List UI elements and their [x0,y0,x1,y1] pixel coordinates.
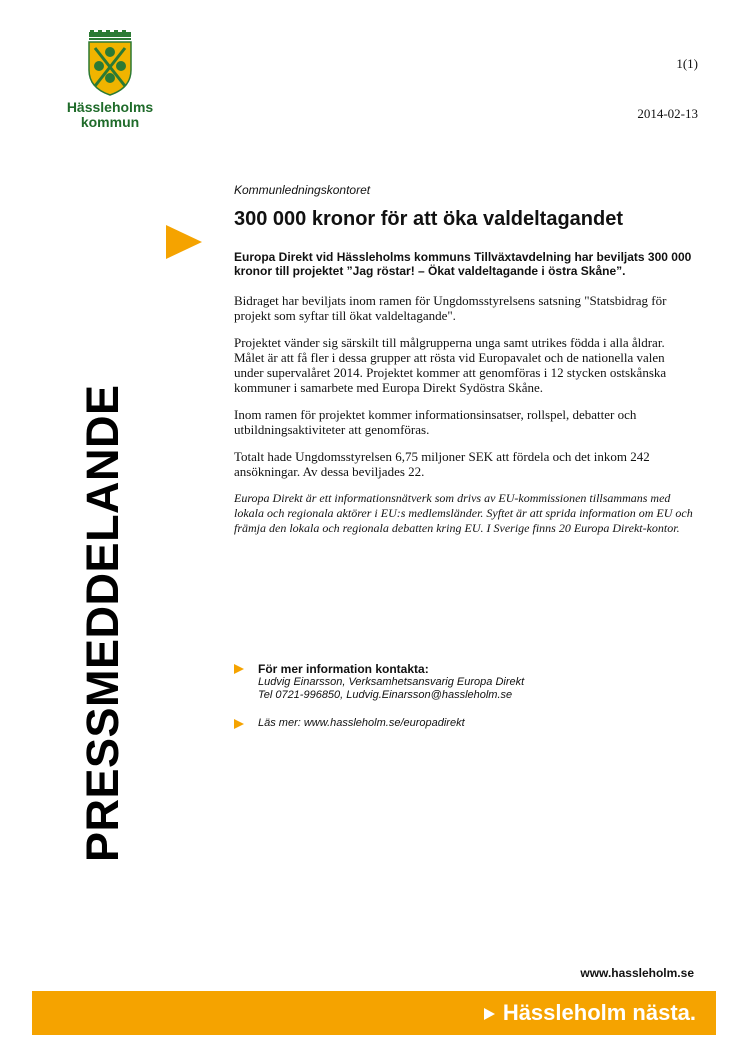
slogan-text: Hässleholm nästa. [502,1000,696,1025]
italic-note: Europa Direkt är ett informationsnätverk som drivs av EU-kommissionen tillsammans med lokala och regionala aktörer i EU:s medlemsländer. Syftet är att sprida information om EU och främja den lokala och regionala debatten kring EU. I Sverige finns 20 Europa Direkt-kontor. [234,491,693,535]
contact-info [234,662,694,702]
logo-name-line1: Hässleholms [66,99,154,115]
footer-band [32,991,716,1035]
contact-details[interactable]: Tel 0721-996850, Ludvig.Einarsson@hassleholm.se [258,689,513,701]
read-more-link[interactable]: Läs mer: www.hassleholm.se/europadirekt [258,717,465,729]
contact-heading: För mer information kontakta: [258,662,429,676]
read-more [234,717,694,730]
vertical-title: PRESSMEDDELANDE [77,384,128,862]
lead-paragraph: Europa Direkt vid Hässleholms kommuns Tillväxtavdelning har beviljats 300 000 kronor till projektet ”Jag röstar! – Ökat valdeltagande i östra Skåne”. [234,250,692,278]
press-release-body [234,183,694,536]
logo-name-line2: kommun [80,114,140,130]
document-date: 2014-02-13 [637,106,698,121]
page-number: 1(1) [676,56,698,71]
contact-section [234,662,694,730]
headline: 300 000 kronor för att öka valdeltagandet [234,208,624,230]
contact-name: Ludvig Einarsson, Verksamhetsansvarig Europa Direkt [258,676,525,688]
logo [60,30,160,130]
paragraph: Projektet vänder sig särskilt till målgrupperna unga samt utrikes födda i alla åldrar. Målet är att få fler i dessa grupper att rösta vid Europavalet och de nationella valen under supervalåret 2014. Projektet kommer att genomföras i 12 stycken ostskånska kommuner i samarbete med Europa Direkt Sydöstra Skåne. [234,335,667,395]
bullet-arrow-icon [234,664,244,674]
paragraph: Totalt hade Ungdomsstyrelsen 6,75 miljoner SEK att fördela och det inkom 242 ansökningar. Av dessa beviljades 22. [234,449,650,479]
slogan [484,999,696,1027]
coat-of-arms-icon [85,30,135,96]
slogan-arrow-icon [484,1008,495,1020]
paragraph: Inom ramen för projektet kommer informationsinsatser, rollspel, debatter och utbildningsaktiviteter att genomföras. [234,407,637,437]
department: Kommunledningskontoret [234,183,371,197]
arrow-icon [166,225,202,259]
bullet-arrow-icon [234,719,244,729]
paragraph: Bidraget har beviljats inom ramen för Ungdomsstyrelsens satsning "Statsbidrag för projekt som syftar till ökat valdeltagande". [234,293,667,323]
website-link[interactable]: www.hassleholm.se [580,966,694,980]
